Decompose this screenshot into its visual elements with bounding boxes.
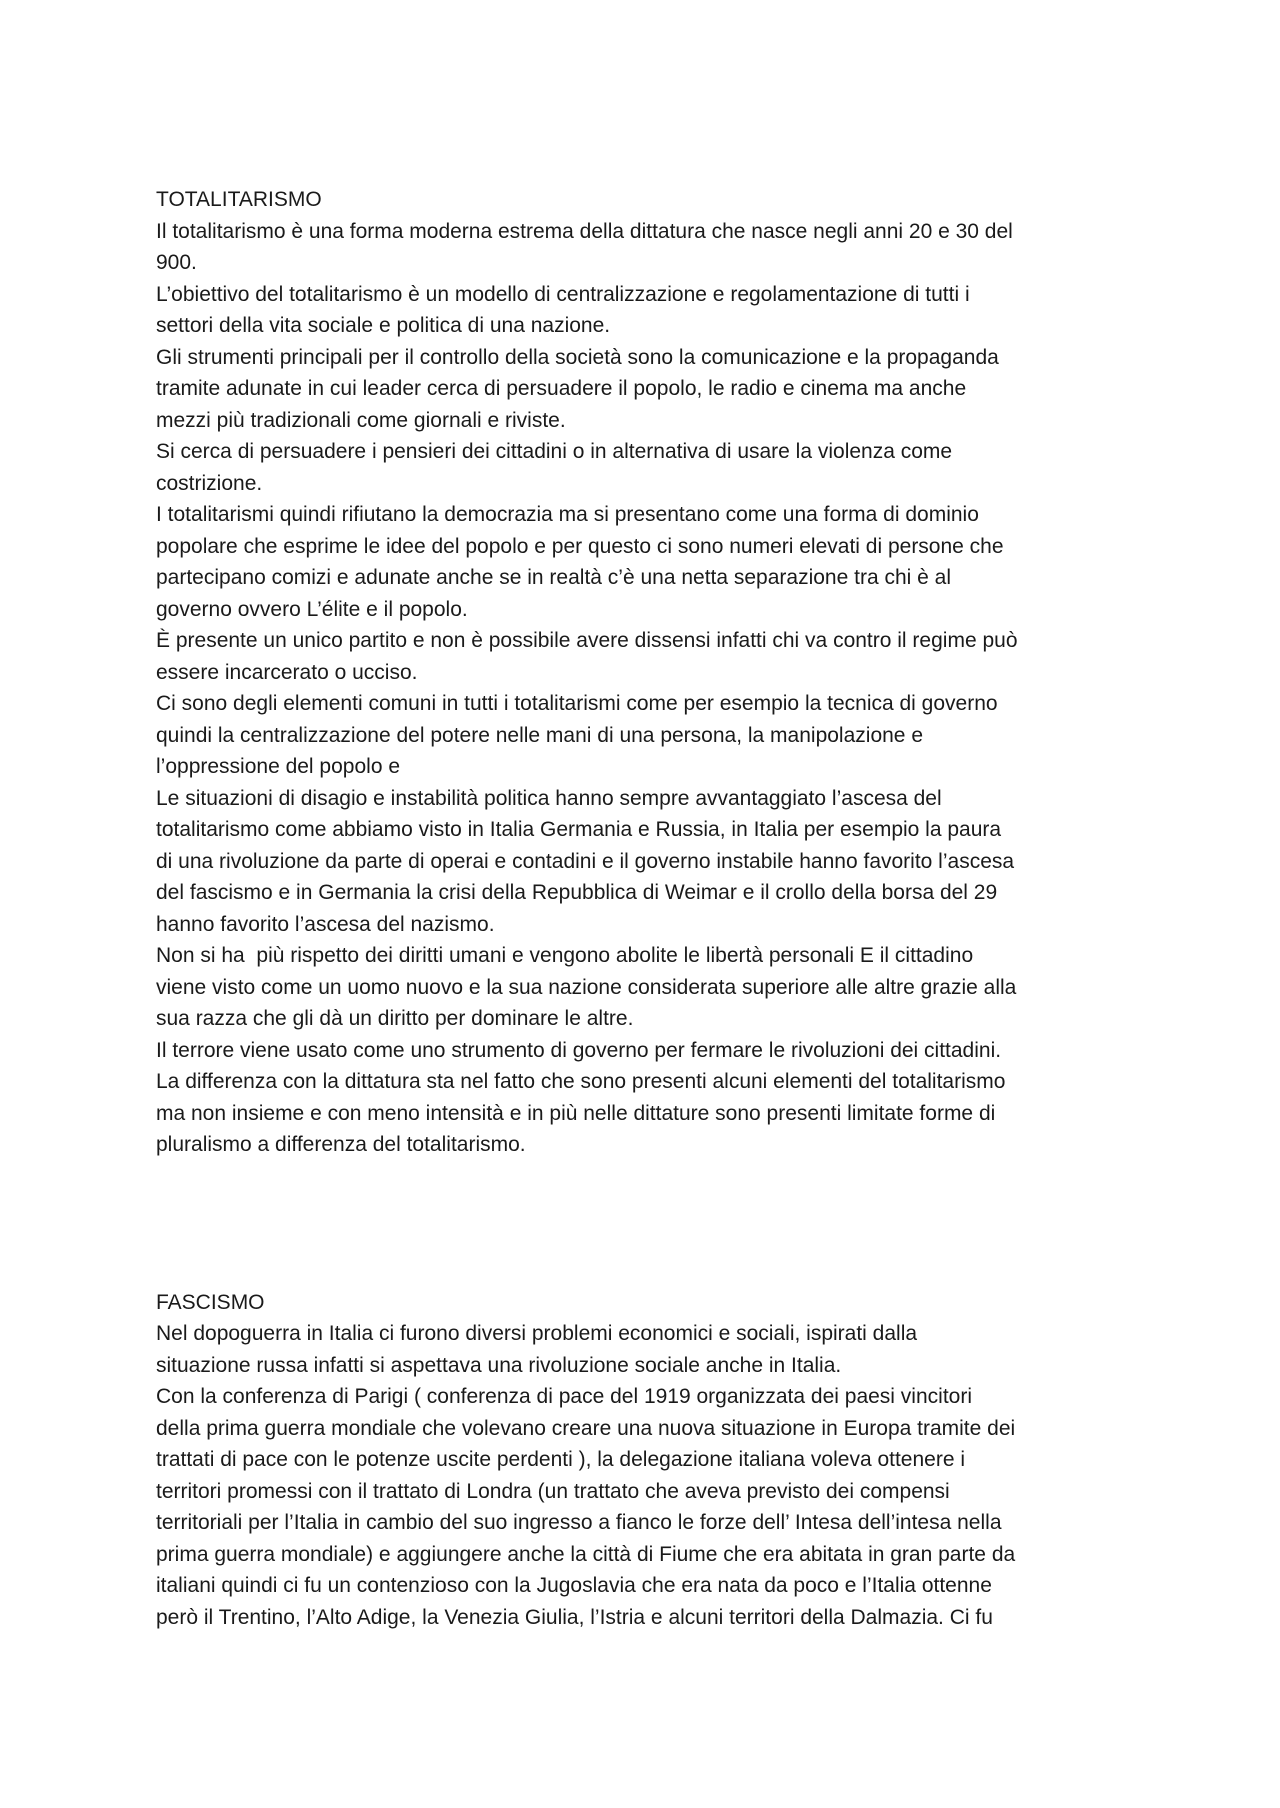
text-line: essere incarcerato o ucciso. — [156, 660, 418, 684]
text-line: totalitarismo come abbiamo visto in Italia Germania e Russia, in Italia per esempio la paura — [156, 818, 1002, 841]
document-page — [156, 184, 1146, 1633]
text-line: I totalitarismi quindi rifiutano la democrazia ma si presentano come una forma di dominio — [156, 503, 979, 526]
text-line: Le situazioni di disagio e instabilità politica hanno sempre avvantaggiato l’ascesa del — [156, 786, 942, 810]
text-line: ma non insieme e con meno intensità e in più nelle dittature sono presenti limitate forme di — [156, 1101, 996, 1125]
text-line: l’oppressione del popolo e — [156, 755, 401, 778]
text-line: La differenza con la dittatura sta nel fatto che sono presenti alcuni elementi del totalitarismo — [156, 1070, 1006, 1093]
text-line: Il totalitarismo è una forma moderna estrema della dittatura che nasce negli anni 20 e 30 del — [156, 219, 1013, 243]
text-line: di una rivoluzione da parte di operai e contadini e il governo instabile hanno favorito l’ascesa — [156, 849, 1015, 873]
text-line: Non si ha più rispetto dei diritti umani e vengono abolite le libertà personali E il cittadino — [156, 944, 974, 967]
text-line: mezzi più tradizionali come giornali e riviste. — [156, 408, 566, 432]
text-line: viene visto come un uomo nuovo e la sua nazione considerata superiore alle altre grazie alla — [156, 975, 1017, 999]
text-line: però il Trentino, l’Alto Adige, la Venezia Giulia, l’Istria e alcuni territori della Dalmazia. Ci fu — [156, 1605, 993, 1629]
text-line: prima guerra mondiale) e aggiungere anche la città di Fiume che era abitata in gran parte da — [156, 1542, 1016, 1566]
text-line: tramite adunate in cui leader cerca di persuadere il popolo, le radio e cinema ma anche — [156, 377, 967, 400]
text-line: del fascismo e in Germania la crisi della Repubblica di Weimar e il crollo della borsa del 29 — [156, 881, 998, 904]
text-line: Ci sono degli elementi comuni in tutti i totalitarismi come per esempio la tecnica di governo — [156, 692, 998, 715]
text-line: italiani quindi ci fu un contenzioso con la Jugoslavia che era nata da poco e l’Italia ottenne — [156, 1574, 992, 1597]
text-line: costrizione. — [156, 471, 263, 495]
section-totalitarismo — [156, 184, 1146, 1161]
text-line: L’obiettivo del totalitarismo è un modello di centralizzazione e regolamentazione di tutti i — [156, 282, 970, 306]
text-line: Con la conferenza di Parigi ( conferenza di pace del 1919 organizzata dei paesi vincitori — [156, 1385, 972, 1408]
text-line: quindi la centralizzazione del potere nelle mani di una persona, la manipolazione e — [156, 723, 923, 747]
section-title: FASCISMO — [156, 1290, 265, 1314]
text-line: pluralismo a differenza del totalitarismo. — [156, 1133, 526, 1156]
text-line: trattati di pace con le potenze uscite perdenti ), la delegazione italiana voleva ottenere i — [156, 1448, 966, 1471]
section-fascismo — [156, 1287, 1146, 1634]
text-line: situazione russa infatti si aspettava una rivoluzione sociale anche in Italia. — [156, 1353, 842, 1377]
text-line: partecipano comizi e adunate anche se in realtà c’è una netta separazione tra chi è al — [156, 566, 952, 589]
text-line: hanno favorito l’ascesa del nazismo. — [156, 912, 495, 936]
text-line: territoriali per l’Italia in cambio del suo ingresso a fianco le forze dell’ Intesa dell’intesa nella — [156, 1511, 1002, 1534]
text-line: Il terrore viene usato come uno strumento di governo per fermare le rivoluzioni dei cittadini. — [156, 1038, 1002, 1062]
text-line: Si cerca di persuadere i pensieri dei cittadini o in alternativa di usare la violenza come — [156, 440, 953, 463]
text-line: governo ovvero L’élite e il popolo. — [156, 597, 468, 621]
text-line: territori promessi con il trattato di Londra (un trattato che aveva previsto dei compensi — [156, 1479, 950, 1503]
text-line: della prima guerra mondiale che volevano creare una nuova situazione in Europa tramite dei — [156, 1416, 1016, 1440]
text-line: sua razza che gli dà un diritto per dominare le altre. — [156, 1007, 634, 1030]
text-line: settori della vita sociale e politica di una nazione. — [156, 314, 611, 337]
text-line: 900. — [156, 251, 197, 274]
section-spacer — [156, 1161, 1146, 1287]
text-line: popolare che esprime le idee del popolo e per questo ci sono numeri elevati di persone che — [156, 534, 1004, 558]
text-line: Nel dopoguerra in Italia ci furono diversi problemi economici e sociali, ispirati dalla — [156, 1322, 918, 1345]
text-line: Gli strumenti principali per il controllo della società sono la comunicazione e la propaganda — [156, 345, 999, 369]
section-title: TOTALITARISMO — [156, 188, 322, 211]
text-line: È presente un unico partito e non è possibile avere dissensi infatti chi va contro il regime può — [156, 629, 1018, 652]
